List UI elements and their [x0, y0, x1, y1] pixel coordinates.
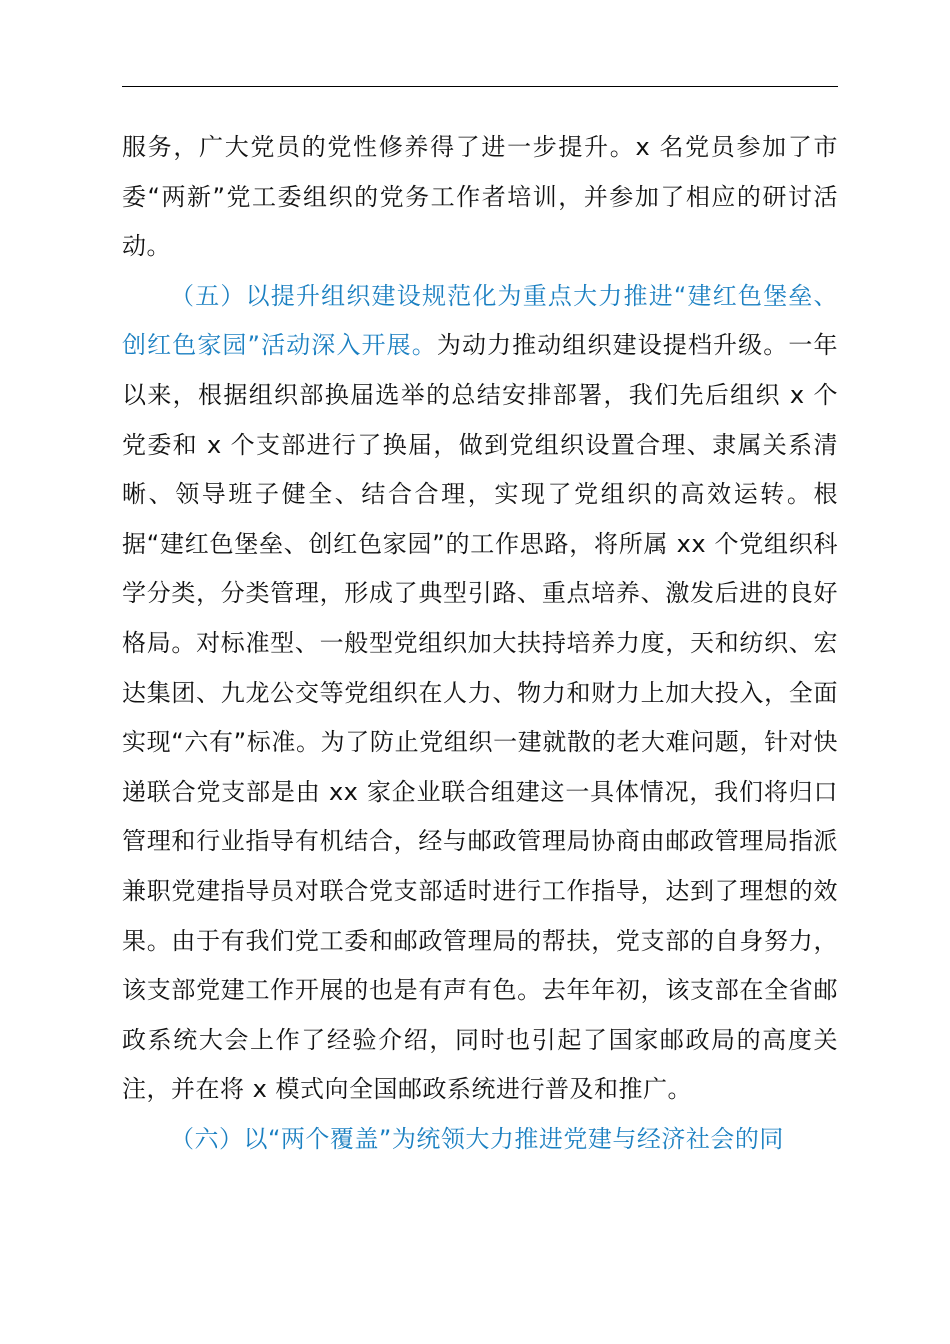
- section-6-heading: （六）以“两个覆盖”为统领大力推进党建与经济社会的同: [170, 1124, 784, 1153]
- section-5-heading: （五）以提升组织建设规范化为重点大力推进“建红色堡垒、创红色家园”活动深入开展。: [122, 281, 838, 360]
- paragraph-continuation: 服务，广大党员的党性修养得了进一步提升。x 名党员参加了市委“两新”党工委组织的党务工作者培训，并参加了相应的研讨活动。: [122, 133, 838, 261]
- section-5-body: 为动力推动组织建设提档升级。一年以来，根据组织部换届选举的总结安排部署，我们先后组织 x 个党委和 x 个支部进行了换届，做到党组织设置合理、隶属关系清晰、领导班子健全、结合合理，实现了党组织的高效运转。根据“建红色堡垒、创红色家园”的工作思路，将所属 xx 个党组织科学分类，分类管理，形成了典型引路、重点培养、激发后进的良好格局。对标准型、一般型党组织加大扶持培养力度，天和纺织、宏达集团、九龙公交等党组织在人力、物力和财力上加大投入，全面实现“六有”标准。为了防止党组织一建就散的老大难问题，针对快递联合党支部是由 xx 家企业联合组建这一具体情况，我们将归口管理和行业指导有机结合，经与邮政管理局协商由邮政管理局指派兼职党建指导员对联合党支部适时进行工作指导，达到了理想的效果。由于有我们党工委和邮政管理局的帮扶，党支部的自身努力，该支部党建工作开展的也是有声有色。去年年初，该支部在全省邮政系统大会上作了经验介绍，同时也引起了国家邮政局的高度关注，并在将 x 模式向全国邮政系统进行普及和推广。: [122, 331, 838, 1104]
- header-rule: [122, 86, 838, 87]
- document-body: [122, 123, 838, 1164]
- section-6-paragraph: [122, 1115, 838, 1165]
- section-5-paragraph: [122, 272, 838, 1115]
